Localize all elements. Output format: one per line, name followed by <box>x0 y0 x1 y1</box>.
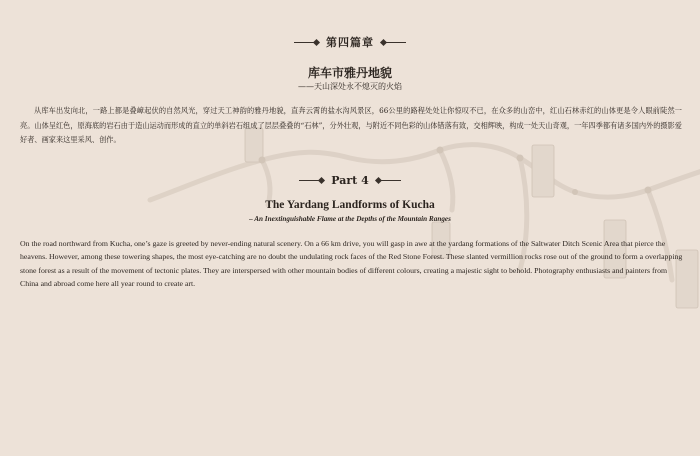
left-ornament-icon <box>294 42 316 43</box>
chinese-title: 库车市雅丹地貌 <box>307 66 392 80</box>
left-ornament-icon <box>299 180 321 181</box>
english-body-paragraph: On the road northward from Kucha, one’s gaze is greeted by never-ending natural scenery. On a 66 km drive, you will gasp in awe at the yardang formations of the Saltwater Ditch Scenic Area that pierce the heavens. However, among these towering shapes, the most eye-catching are no doubt the undulating rock faces of the Red Stone Forest. These slanted vermillion rocks rose out of the ground to form a overlapping stone forest as a result of the movement of tectonic plates. They are interspersed with other mountain bodies of different colours, creating a majestic sight to behold. Photography enthusiasts and painters from China and abroad come here all year round to create art. <box>20 239 683 289</box>
english-subtitle: – An Inextinguishable Flame at the Depths of the Mountain Ranges <box>249 215 451 223</box>
part-label: Part 4 <box>331 173 369 187</box>
chapter-heading <box>0 34 700 50</box>
chinese-body-paragraph: 从库车出发向北，一路上都是叠嶂起伏的自然风光，穿过天工神韵的雅丹地貌，直奔云霄的盐水沟风景区，66公里的路程处处让你惊叹不已，在众多的山峦中，红山石林赤红的山体更是令人眼前陡然一亮。山体呈红色，原海底的岩石由于造山运动而形成的直立的单斜岩石组成了层层叠叠的“石林”，分外壮观，与附近不同色彩的山体错落有致，交相辉映，构成一处天山奇观，一年四季都有诸多国内外的摄影爱好者、画家来这里采风、创作。 <box>20 106 682 144</box>
right-ornament-icon <box>384 42 406 43</box>
english-title: The Yardang Landforms of Kucha <box>265 199 435 211</box>
right-ornament-icon <box>379 180 401 181</box>
part-heading <box>0 173 700 187</box>
chapter-label: 第四篇章 <box>326 36 374 49</box>
chinese-subtitle: ——天山深处永不熄灭的火焰 <box>298 82 402 91</box>
